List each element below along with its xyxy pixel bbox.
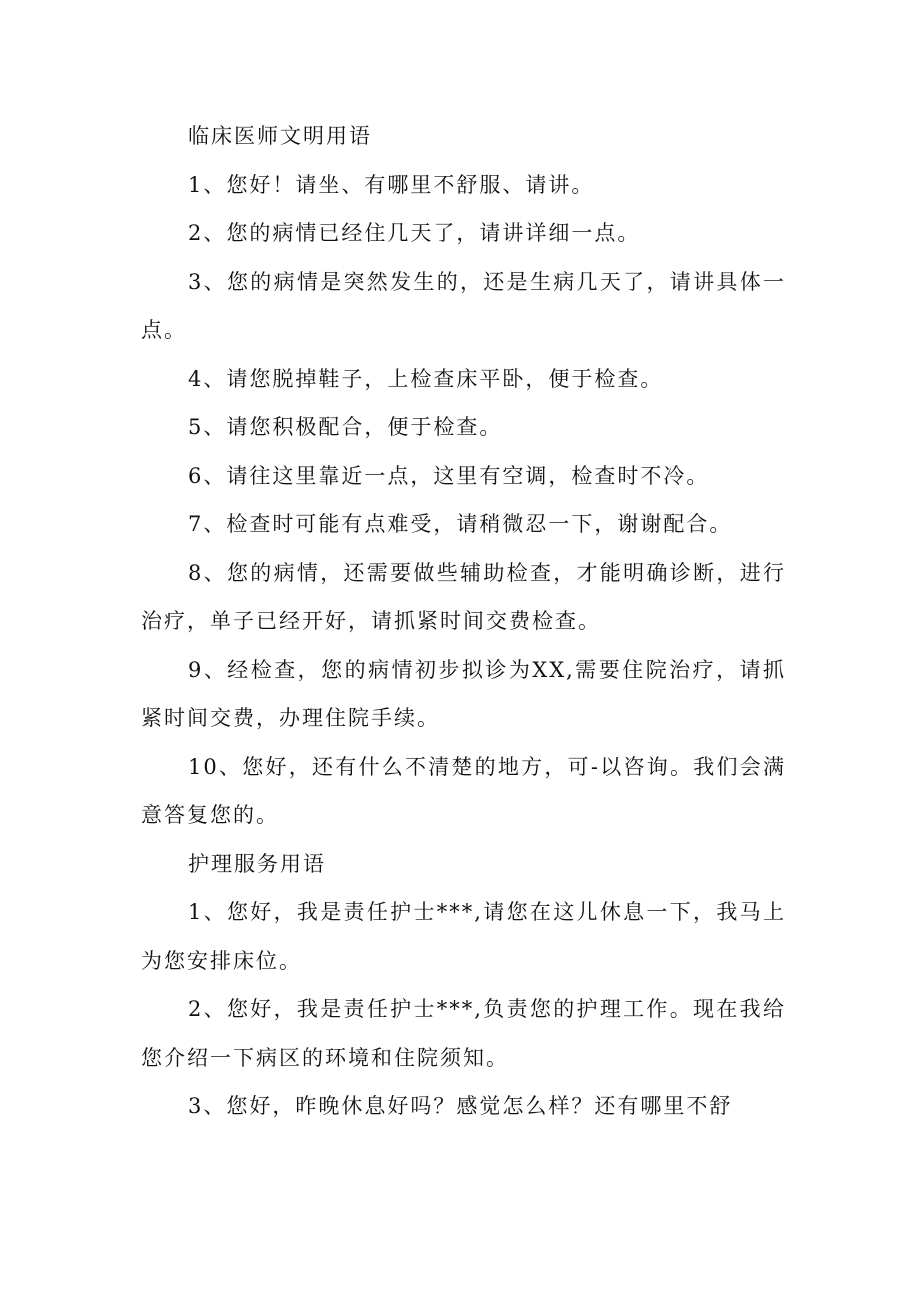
paragraph: 1、您好，我是责任护士***,请您在这儿休息一下，我马上为您安排床位。 xyxy=(141,900,786,973)
paragraph: 7、检查时可能有点难受，请稍微忍一下，谢谢配合。 xyxy=(188,512,733,536)
paragraph: 2、您的病情已经住几天了，请讲详细一点。 xyxy=(188,221,641,245)
paragraph: 4、请您脱掉鞋子，上检查床平卧，便于检查。 xyxy=(188,366,664,391)
section-heading: 护理服务用语 xyxy=(188,851,326,876)
document-body xyxy=(141,112,786,1131)
section-heading: 临床医师文明用语 xyxy=(188,124,372,148)
paragraph: 6、请往这里靠近一点，这里有空调，检查时不冷。 xyxy=(188,463,710,488)
paragraph: 10、您好，还有什么不清楚的地方，可-以咨询。我们会满意答复您的。 xyxy=(141,754,786,827)
paragraph: 8、您的病情，还需要做些辅助检查，才能明确诊断，进行治疗，单子已经开好，请抓紧时间交费检查。 xyxy=(141,560,786,633)
paragraph: 9、经检查，您的病情初步拟诊为XX,需要住院治疗，请抓紧时间交费，办理住院手续。 xyxy=(141,657,786,730)
paragraph: 1、您好！请坐、有哪里不舒服、请讲。 xyxy=(188,172,595,197)
paragraph: 5、请您积极配合，便于检查。 xyxy=(188,415,503,439)
paragraph: 3、您的病情是突然发生的，还是生病几天了，请讲具体一点。 xyxy=(141,269,786,342)
paragraph: 3、您好，昨晚休息好吗？感觉怎么样？还有哪里不舒 xyxy=(188,1094,733,1118)
paragraph: 2、您好，我是责任护士***,负责您的护理工作。现在我给您介绍一下病区的环境和住院须知。 xyxy=(141,997,786,1070)
